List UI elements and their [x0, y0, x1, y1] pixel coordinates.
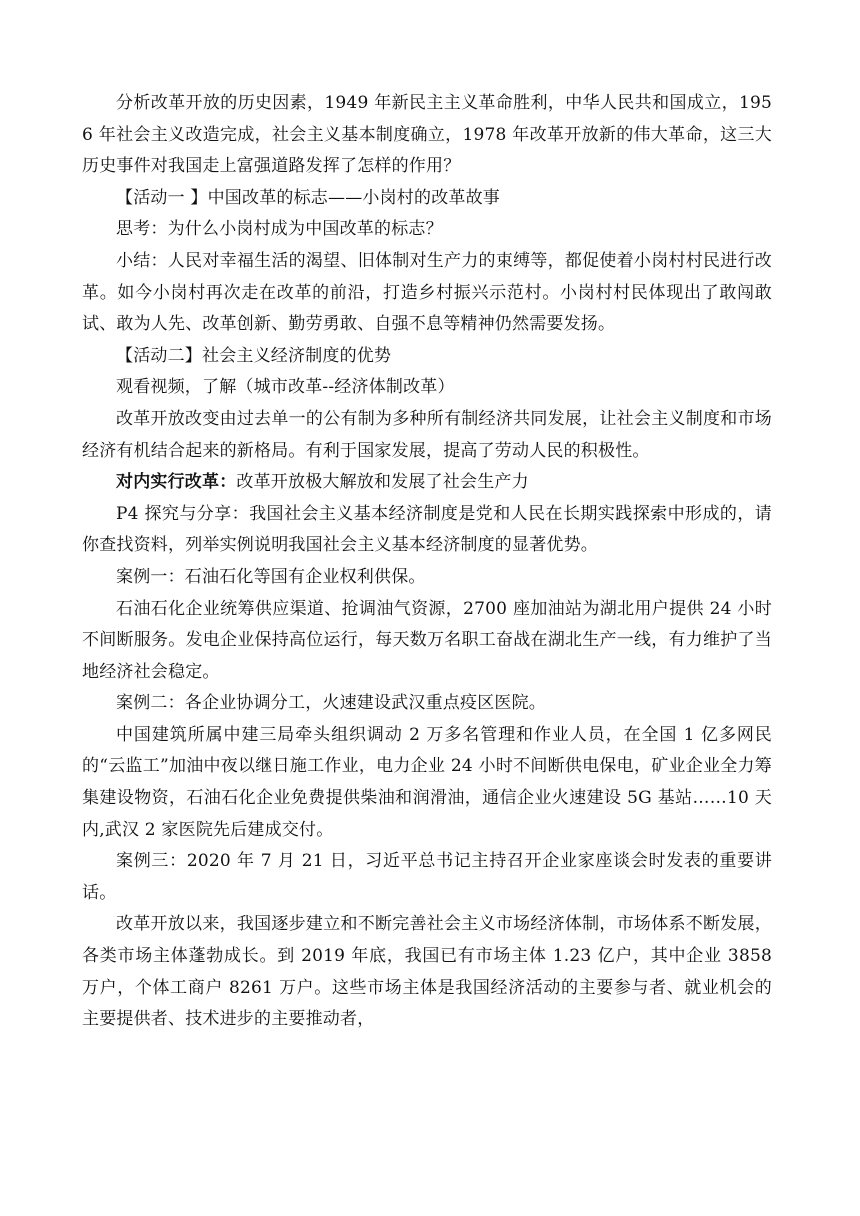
paragraph-explore-share: P4 探究与分享：我国社会主义基本经济制度是党和人民在长期实践探索中形成的，请你查找资料，列举实例说明我国社会主义基本经济制度的显著优势。	[82, 503, 772, 556]
paragraph-reform-change: 改革开放改变由过去单一的公有制为多种所有制经济共同发展，让社会主义制度和市场经济有机结合起来的新格局。有利于国家发展，提高了劳动人民的积极性。	[82, 408, 772, 461]
case-one-heading: 案例一：石油石化等国有企业权利供保。	[116, 566, 426, 587]
think-question: 思考：为什么小岗村成为中国改革的标志？	[116, 219, 443, 240]
paragraph-historical-factors: 分析改革开放的历史因素，1949 年新民主主义革命胜利，中华人民共和国成立，1956 年社会主义改造完成，社会主义基本制度确立，1978 年改革开放新的伟大革命，这三大历史事件对我国走上富强道路发挥了怎样的作用？	[82, 93, 772, 177]
activity-one-heading: 【活动一 】中国改革的标志——小岗村的改革故事	[116, 187, 501, 208]
paragraph-case-two: 中国建筑所属中建三局牵头组织调动 2 万多名管理和作业人员，在全国 1 亿多网民的“云监工”加油中夜以继日施工作业，电力企业 24 小时不间断供电保电，矿业企业全力筹集建设物资，石油石化企业免费提供柴油和润滑油，通信企业火速建设 5G 基站……10 天内,武汉 2 家医院先后建成交付。	[82, 724, 772, 840]
paragraph-market-entities: 改革开放以来，我国逐步建立和不断完善社会主义市场经济体制，市场体系不断发展，各类市场主体蓬勃成长。到 2019 年底，我国已有市场主体 1.23 亿户，其中企业 3858 万户，个体工商户 8261 万户。这些市场主体是我国经济活动的主要参与者、就业机会的主要提供者、技术进步的主要推动者，	[82, 914, 772, 1030]
paragraph-summary: 小结：人民对幸福生活的渴望、旧体制对生产力的束缚等，都促使着小岗村村民进行改革。如今小岗村再次走在改革的前沿，打造乡村振兴示范村。小岗村村民体现出了敢闯敢试、敢为人先、改革创新、勤劳勇敢、自强不息等精神仍然需要发扬。	[82, 250, 772, 335]
domestic-reform-text: 改革开放极大解放和发展了社会生产力	[236, 472, 529, 493]
paragraph-case-one: 石油石化企业统筹供应渠道、抢调油气资源，2700 座加油站为湖北用户提供 24 小时不间断服务。发电企业保持高位运行，每天数万名职工奋战在湖北生产一线，有力维护了当地经济社会稳定。	[82, 598, 772, 682]
case-two-heading: 案例二：各企业协调分工，火速建设武汉重点疫区医院。	[116, 693, 546, 714]
domestic-reform-lead: 对内实行改革：	[116, 472, 237, 493]
paragraph-watch-video: 观看视频，了解（城市改革--经济体制改革）	[116, 377, 455, 398]
document-page	[82, 88, 772, 1036]
case-three-heading: 案例三：2020 年 7 月 21 日，习近平总书记主持召开企业家座谈会时发表的重要讲话。	[82, 851, 772, 903]
paragraph-domestic-reform	[82, 467, 772, 499]
activity-two-heading: 【活动二】社会主义经济制度的优势	[116, 345, 392, 366]
